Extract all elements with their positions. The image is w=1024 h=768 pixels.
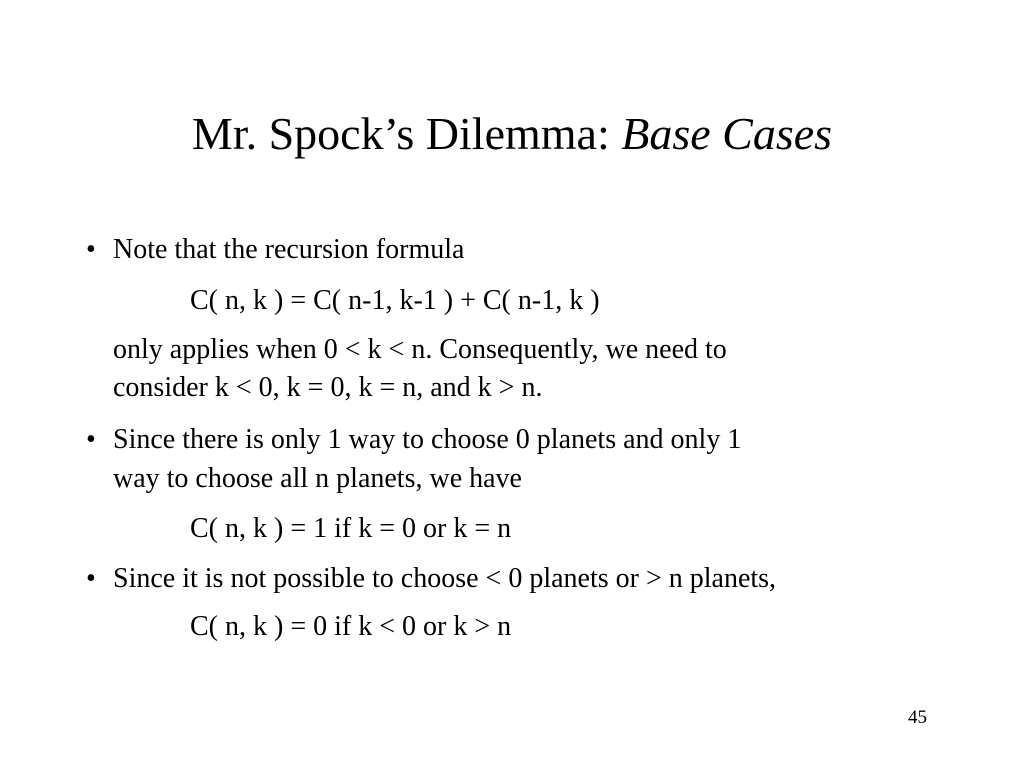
bullet-dot: • [86,234,96,265]
slide-title [0,107,1024,161]
page-number: 45 [908,707,927,728]
bullet-text: Note that the recursion formula [113,234,465,265]
bullet-text: way to choose all n planets, we have [113,463,522,494]
bullet-dot: • [86,424,96,455]
title-text: Mr. Spock’s Dilemma: [191,108,622,159]
formula: C( n, k ) = 1 if k = 0 or k = n [190,513,512,544]
bullet-text: Since it is not possible to choose < 0 planets or > n planets, [113,563,777,594]
bullet-text: only applies when 0 < k < n. Consequently, we need to [113,334,727,365]
title-emphasis: Base Cases [621,108,833,159]
formula: C( n, k ) = 0 if k < 0 or k > n [190,611,512,642]
bullet-text: Since there is only 1 way to choose 0 planets and only 1 [113,424,742,455]
bullet-dot: • [86,563,96,594]
bullet-text: consider k < 0, k = 0, k = n, and k > n. [113,372,543,403]
formula: C( n, k ) = C( n-1, k-1 ) + C( n-1, k ) [190,285,600,316]
